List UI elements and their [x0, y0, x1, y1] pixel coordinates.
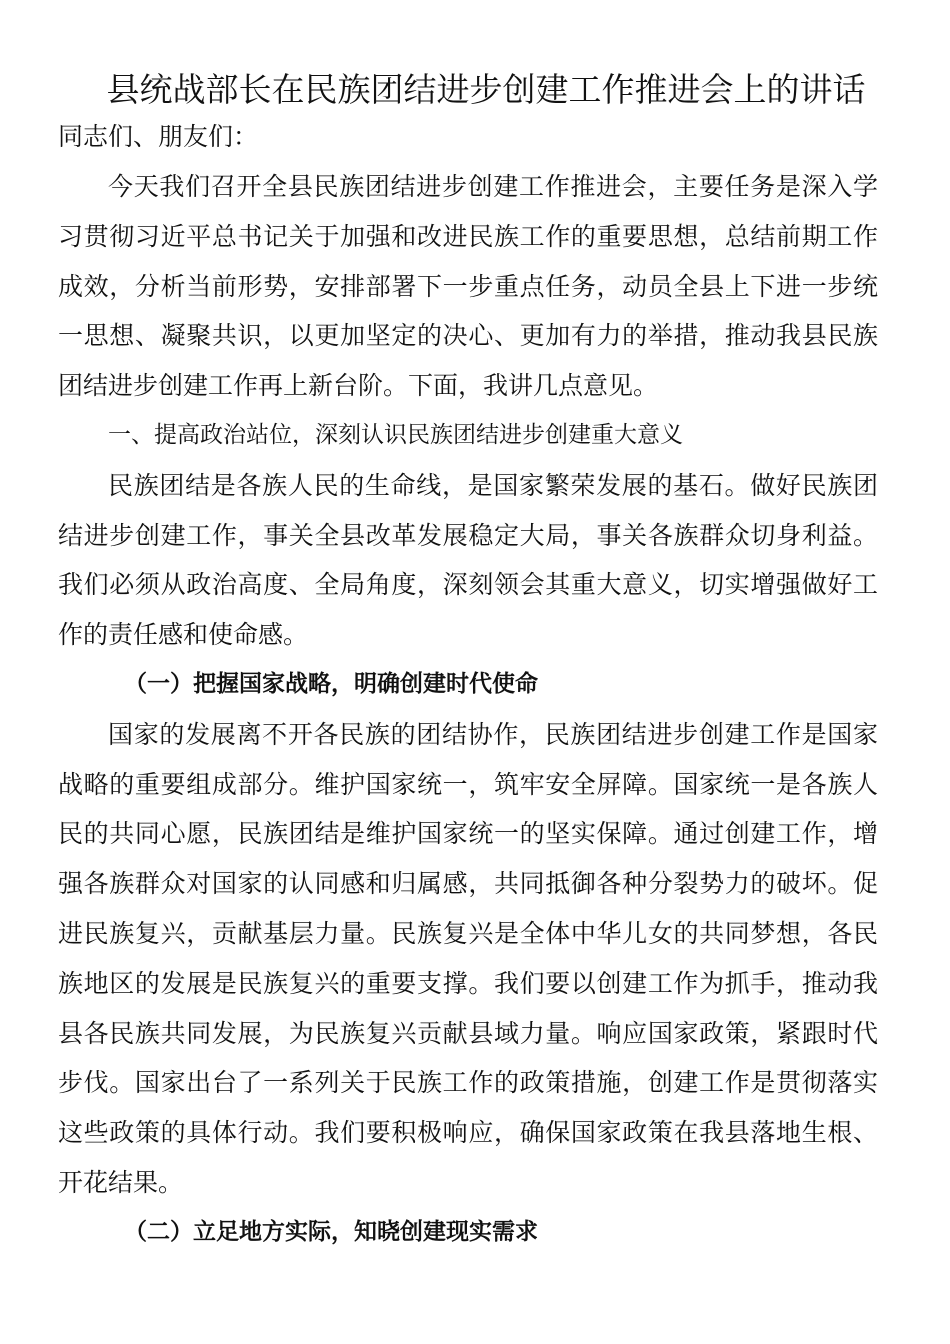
subsection-1-paragraph: 国家的发展离不开各民族的团结协作，民族团结进步创建工作是国家战略的重要组成部分。维护国家统一，筑牢安全屏障。国家统一是各族人民的共同心愿，民族团结是维护国家统一的坚实保障。通过创建工作，增强各族群众对国家的认同感和归属感，共同抵御各种分裂势力的破坏。促进民族复兴，贡献基层力量。民族复兴是全体中华儿女的共同梦想，各民族地区的发展是民族复兴的重要支撑。我们要以创建工作为抓手，推动我县各民族共同发展，为民族复兴贡献县域力量。响应国家政策，紧跟时代步伐。国家出台了一系列关于民族工作的政策措施，创建工作是贯彻落实这些政策的具体行动。我们要积极响应，确保国家政策在我县落地生根、开花结果。 — [58, 719, 878, 1197]
subsection-1-heading: （一）把握国家战略，明确创建时代使命 — [124, 670, 538, 697]
intro-paragraph: 今天我们召开全县民族团结进步创建工作推进会，主要任务是深入学习贯彻习近平总书记关于加强和改进民族工作的重要思想，总结前期工作成效，分析当前形势，安排部署下一步重点任务，动员全县上下进一步统一思想、凝聚共识，以更加坚定的决心、更加有力的举措，推动我县民族团结进步创建工作再上新台阶。下面，我讲几点意见。 — [58, 172, 878, 401]
subsection-2-heading: （二）立足地方实际，知晓创建现实需求 — [124, 1218, 538, 1245]
document-title: 县统战部长在民族团结进步创建工作推进会上的讲话 — [106, 70, 866, 109]
section-1-heading: 一、提高政治站位，深刻认识民族团结进步创建重大意义 — [108, 421, 683, 448]
section-1-paragraph: 民族团结是各族人民的生命线，是国家繁荣发展的基石。做好民族团结进步创建工作，事关全县改革发展稳定大局，事关各族群众切身利益。我们必须从政治高度、全局角度，深刻领会其重大意义，切实增强做好工作的责任感和使命感。 — [58, 470, 878, 650]
salutation: 同志们、朋友们： — [58, 122, 259, 151]
